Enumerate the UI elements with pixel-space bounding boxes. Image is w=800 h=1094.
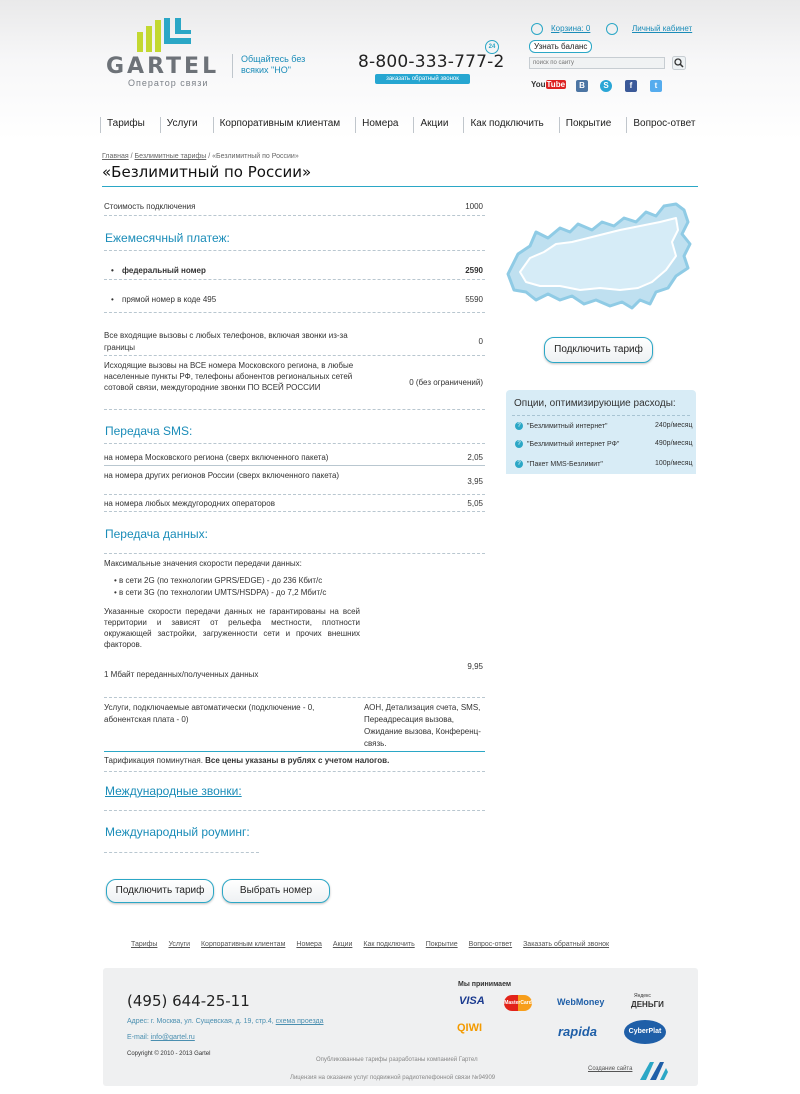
data-heading: Передача данных: xyxy=(105,527,208,541)
footer-link-tariffs[interactable]: Тарифы xyxy=(131,941,158,948)
footer-note: Опубликованные тарифы разработаны компанией Гартел xyxy=(316,1057,478,1063)
option-icon: ? xyxy=(515,422,523,430)
search-icon[interactable] xyxy=(672,56,686,70)
footer-link-coverage[interactable]: Покрытие xyxy=(425,941,458,948)
connection-label: Стоимость подключения xyxy=(104,202,196,211)
24h-icon: 24 xyxy=(485,40,499,54)
mb-value: 9,95 xyxy=(467,662,483,671)
connect-tariff-side-button[interactable]: Подключить тариф xyxy=(544,337,653,363)
divider xyxy=(104,810,485,811)
choose-number-button[interactable]: Выбрать номер xyxy=(222,879,330,903)
option-item[interactable]: ? "Безлимитный интернет РФ" 490р/месяц xyxy=(515,440,695,448)
nav-item-faq[interactable]: Вопрос-ответ xyxy=(626,117,701,133)
divider xyxy=(512,415,690,416)
page-title: «Безлимитный по России» xyxy=(102,163,312,181)
footer-link-services[interactable]: Услуги xyxy=(168,941,190,948)
payments-title: Мы принимаем xyxy=(458,981,512,988)
footer-link-corporate[interactable]: Корпоративным клиентам xyxy=(200,941,286,948)
direct-label: прямой номер в коде 495 xyxy=(122,295,217,304)
list-item: • в сети 3G (по технологии UMTS/HSDPA) - до 7,2 Мбит/с xyxy=(114,588,327,597)
connection-value: 1000 xyxy=(465,202,483,211)
developer-logo-icon[interactable] xyxy=(638,1060,670,1080)
footer-address: Адрес: г. Москва, ул. Сущевская, д. 19, стр.4, схема проезда xyxy=(127,1018,324,1025)
table-row xyxy=(104,330,485,356)
sms-value: 3,95 xyxy=(467,477,483,486)
footer-nav xyxy=(131,941,691,948)
title-divider xyxy=(102,186,698,187)
divider xyxy=(104,250,485,251)
speed-intro: Максимальные значения скорости передачи данных: xyxy=(104,559,302,568)
main-nav xyxy=(100,117,698,133)
slogan: Общайтесь без всяких "НО" xyxy=(232,54,322,78)
map-link[interactable]: схема проезда xyxy=(275,1018,324,1025)
table-row xyxy=(104,499,485,512)
footer-link-how-to-connect[interactable]: Как подключить xyxy=(363,941,415,948)
speed-note: Указанные скорости передачи данных не гарантированы на всей территории и зависят от рельефа местности, плотности окружающей застройки, загруженности сети и прочих внешних факторов. xyxy=(104,607,360,649)
sms-value: 5,05 xyxy=(467,499,483,508)
logo-text[interactable]: GARTEL xyxy=(106,54,220,79)
outgoing-value: 0 (без ограничений) xyxy=(409,378,483,387)
connect-tariff-button[interactable]: Подключить тариф xyxy=(106,879,214,903)
nav-item-tariffs[interactable]: Тарифы xyxy=(100,117,151,133)
intl-roaming-link[interactable]: Международный роуминг: xyxy=(105,825,250,839)
footer-link-promos[interactable]: Акции xyxy=(332,941,353,948)
table-row xyxy=(104,662,485,698)
lock-icon[interactable] xyxy=(606,23,618,35)
footer-link-faq[interactable]: Вопрос-ответ xyxy=(468,941,513,948)
callback-button[interactable]: заказать обратный звонок xyxy=(375,74,470,84)
incoming-value: 0 xyxy=(478,337,483,346)
sms-label: на номера Московского региона (сверх включенного пакета) xyxy=(104,453,329,462)
nav-item-services[interactable]: Услуги xyxy=(160,117,204,133)
table-row xyxy=(104,470,485,495)
sms-value: 2,05 xyxy=(467,453,483,462)
auto-services-label: Услуги, подключаемые автоматически (подключение - 0, абонентская плата - 0) xyxy=(104,703,315,724)
footer-link-callback[interactable]: Заказать обратный звонок xyxy=(523,941,610,948)
email-link[interactable]: info@gartel.ru xyxy=(150,1034,195,1041)
table-row xyxy=(104,202,485,216)
sms-label: на номера других регионов России (сверх включенного пакета) xyxy=(104,471,340,480)
auto-services-value: АОН, Детализация счета, SMS, Переадресация вызова, Ожидание вызова, Конференц-связь. xyxy=(364,703,481,748)
table-row xyxy=(104,266,485,280)
federal-label: федеральный номер xyxy=(122,266,206,275)
incoming-label: Все входящие вызовы с любых телефонов, включая звонки из-за границы xyxy=(104,331,348,352)
outgoing-label: Исходящие вызовы на ВСЕ номера Московского региона, в любые населенные пункты РФ, телефоны абонентов региональных сетей сотовой связи, междугородние звонки ПО ВСЕЙ РОССИИ xyxy=(104,361,354,392)
logo-mark-icon xyxy=(137,18,191,52)
breadcrumb-home[interactable]: Главная xyxy=(102,153,129,160)
header-phone: 8-800-333-777-2 xyxy=(358,52,505,72)
check-balance-button[interactable]: Узнать баланс xyxy=(529,40,592,53)
webmoney-icon: WebMoney xyxy=(557,997,605,1007)
direct-value: 5590 xyxy=(465,295,483,304)
youtube-icon[interactable]: YouTube xyxy=(531,80,566,89)
footer-phone: (495) 644-25-11 xyxy=(127,992,250,1010)
nav-item-promos[interactable]: Акции xyxy=(413,117,454,133)
visa-icon: VISA xyxy=(459,995,485,1007)
footer-email: E-mail: info@gartel.ru xyxy=(127,1034,195,1041)
nav-item-corporate[interactable]: Корпоративным клиентам xyxy=(213,117,347,133)
option-icon: ? xyxy=(515,460,523,468)
facebook-icon[interactable]: f xyxy=(625,80,637,92)
rapida-icon: rapida xyxy=(558,1024,598,1039)
footer-license: Лицензия на оказание услуг подвижной радиотелефонной связи №94909 xyxy=(290,1075,496,1081)
options-panel xyxy=(506,390,696,474)
mb-label: 1 Мбайт переданных/полученных данных xyxy=(104,670,259,679)
option-item[interactable]: ? "Безлимитный интернет" 240р/месяц xyxy=(515,422,695,430)
divider xyxy=(104,852,259,853)
options-title: Опции, оптимизирующие расходы: xyxy=(514,398,676,409)
sms-label: на номера любых междугородних операторов xyxy=(104,499,275,508)
divider xyxy=(104,443,485,444)
divider xyxy=(104,553,485,554)
intl-calls-link[interactable]: Международные звонки: xyxy=(105,784,242,798)
cyberplat-icon: CyberPlat xyxy=(624,1020,666,1044)
nav-item-numbers[interactable]: Номера xyxy=(355,117,404,133)
yandex-money-label: Яндекс xyxy=(634,993,651,999)
breadcrumb-current: «Безлимитный по России» xyxy=(212,153,299,160)
logo-subtitle: Оператор связи xyxy=(128,78,209,88)
table-row xyxy=(104,453,485,466)
cart-icon[interactable] xyxy=(531,23,543,35)
table-row xyxy=(104,702,485,752)
table-row xyxy=(104,295,485,313)
search-input[interactable] xyxy=(529,57,665,69)
skype-icon[interactable]: S xyxy=(600,80,612,92)
yandex-money-icon: ДЕНЬГИ xyxy=(631,1000,664,1009)
account-link[interactable]: Личный кабинет xyxy=(632,24,693,33)
footer-link-numbers[interactable]: Номера xyxy=(296,941,322,948)
qiwi-icon: QIWI xyxy=(457,1022,483,1034)
breadcrumb-parent[interactable]: Безлимитные тарифы xyxy=(134,153,207,160)
cart-link[interactable]: Корзина: 0 xyxy=(551,24,591,33)
federal-value: 2590 xyxy=(465,266,483,275)
vk-icon[interactable]: В xyxy=(576,80,588,92)
mastercard-icon: MasterCard xyxy=(504,995,532,1011)
option-icon: ? xyxy=(515,440,523,448)
option-item[interactable]: ? "Пакет ММS-Безлимит" 100р/месяц xyxy=(515,460,695,468)
nav-item-how-to-connect[interactable]: Как подключить xyxy=(463,117,549,133)
list-item: • в сети 2G (по технологии GPRS/EDGE) - до 236 Кбит/с xyxy=(114,576,323,585)
table-row xyxy=(104,360,485,410)
sms-heading: Передача SMS: xyxy=(105,424,193,438)
twitter-icon[interactable]: t xyxy=(650,80,662,92)
billing-note: Тарификация поминутная. Все цены указаны в рублях с учетом налогов. xyxy=(104,756,485,772)
copyright: Copyright © 2010 - 2013 Gartel xyxy=(127,1051,211,1057)
monthly-heading: Ежемесячный платеж: xyxy=(105,231,230,245)
nav-item-coverage[interactable]: Покрытие xyxy=(559,117,618,133)
breadcrumb: Главная / Безлимитные тарифы / «Безлимитный по России» xyxy=(102,153,299,160)
russia-map-icon xyxy=(500,196,700,326)
site-made-link[interactable]: Создание сайта xyxy=(588,1066,633,1072)
